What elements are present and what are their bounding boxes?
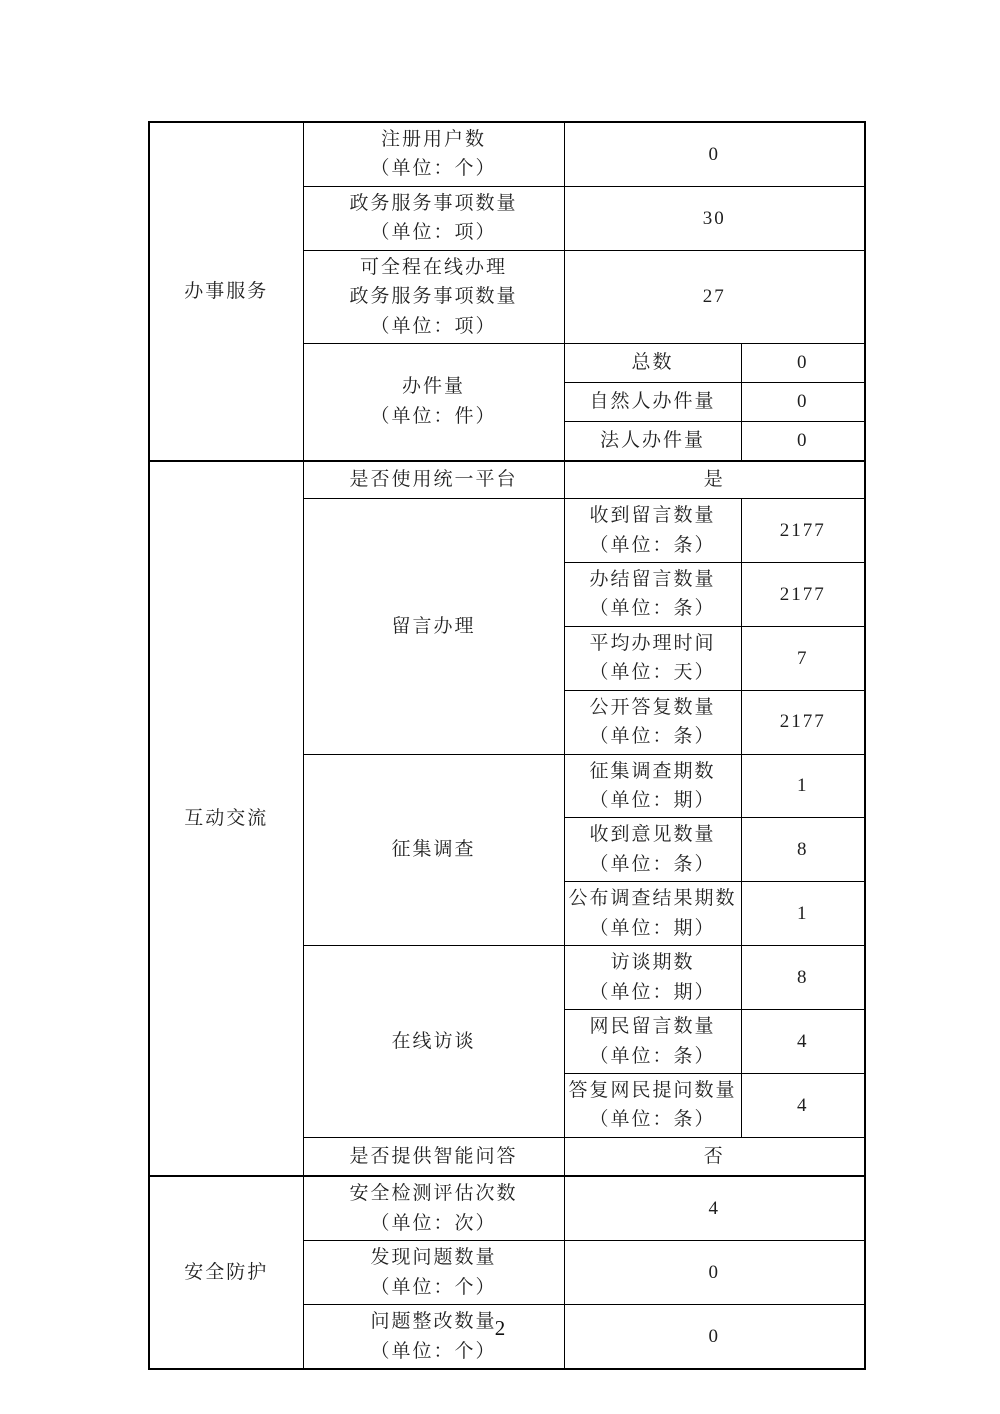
label-unit: （单位：天） <box>589 662 716 684</box>
label-text: 收到留言数量 <box>589 505 716 527</box>
label-unit: （单位：条） <box>589 1109 716 1131</box>
label-unit: （单位：个） <box>370 1276 497 1298</box>
value-security-assessments: 4 <box>564 1176 865 1240</box>
row-label-problems-found <box>303 1241 564 1305</box>
sublabel-public-replies <box>564 690 741 754</box>
value-online-service-items: 27 <box>564 250 865 343</box>
sublabel-natural-person: 自然人办件量 <box>564 383 741 422</box>
label-text: 发现问题数量 <box>370 1247 497 1269</box>
label-unit: （单位：次） <box>370 1212 497 1234</box>
sublabel-average-handling-time <box>564 626 741 690</box>
value-netizen-messages: 4 <box>741 1010 865 1074</box>
label-text: 征集调查期数 <box>589 760 716 782</box>
label-unit: （单位：项） <box>370 222 497 244</box>
row-label-smart-qa: 是否提供智能问答 <box>303 1137 564 1176</box>
label-unit: （单位：个） <box>370 158 497 180</box>
label-text: 平均办理时间 <box>589 632 716 654</box>
category-service: 办事服务 <box>149 122 303 461</box>
value-service-items: 30 <box>564 186 865 250</box>
row-label-case-volume <box>303 344 564 461</box>
value-natural-person: 0 <box>741 383 865 422</box>
sublabel-interview-periods <box>564 946 741 1010</box>
sublabel-netizen-questions-answered <box>564 1073 741 1137</box>
label-unit: （单位：项） <box>370 315 497 337</box>
sublabel-survey-results-published <box>564 882 741 946</box>
value-interview-periods: 8 <box>741 946 865 1010</box>
label-text: 答复网民提问数量 <box>568 1079 737 1101</box>
label-text: 网民留言数量 <box>589 1016 716 1038</box>
group-label-message-handling: 留言办理 <box>303 499 564 755</box>
row-label-online-service-items <box>303 250 564 343</box>
label-unit: （单位：条） <box>589 1045 716 1067</box>
label-unit: （单位：期） <box>589 790 716 811</box>
value-smart-qa: 否 <box>564 1137 865 1176</box>
sublabel-netizen-messages <box>564 1010 741 1074</box>
label-text-2: 政务服务事项数量 <box>349 286 518 308</box>
label-text: 办件量 <box>401 376 465 398</box>
label-unit: （单位：件） <box>370 405 497 427</box>
label-text: 收到意见数量 <box>589 824 716 846</box>
sublabel-legal-person: 法人办件量 <box>564 422 741 461</box>
group-label-online-interview: 在线访谈 <box>303 946 564 1138</box>
label-text: 公开答复数量 <box>589 696 716 718</box>
label-text: 政务服务事项数量 <box>349 192 518 214</box>
value-problems-rectified: 0 <box>564 1305 865 1369</box>
label-text: 问题整改数量 <box>370 1311 497 1333</box>
value-problems-found: 0 <box>564 1241 865 1305</box>
label-unit: （单位：条） <box>589 598 716 620</box>
label-unit: （单位：期） <box>589 981 716 1003</box>
row-label-service-items <box>303 186 564 250</box>
label-text: 可全程在线办理 <box>359 256 507 278</box>
sublabel-messages-received <box>564 499 741 563</box>
value-average-handling-time: 7 <box>741 626 865 690</box>
value-netizen-questions-answered: 4 <box>741 1073 865 1137</box>
label-unit: （单位：条） <box>589 726 716 748</box>
page-number: 2 <box>494 1316 506 1340</box>
label-unit: （单位：期） <box>589 917 716 939</box>
category-interaction: 互动交流 <box>149 461 303 1177</box>
group-label-survey: 征集调查 <box>303 754 564 946</box>
value-messages-received: 2177 <box>741 499 865 563</box>
row-label-security-assessments <box>303 1176 564 1240</box>
value-public-replies: 2177 <box>741 690 865 754</box>
row-label-unified-platform: 是否使用统一平台 <box>303 461 564 499</box>
report-table <box>148 121 866 1370</box>
value-opinions-received: 8 <box>741 818 865 882</box>
sublabel-survey-periods <box>564 754 741 818</box>
value-messages-completed: 2177 <box>741 562 865 626</box>
label-unit: （单位：条） <box>589 534 716 556</box>
label-text: 安全检测评估次数 <box>349 1183 518 1205</box>
sublabel-total: 总数 <box>564 344 741 383</box>
label-unit: （单位：个） <box>370 1340 497 1362</box>
value-unified-platform: 是 <box>564 461 865 499</box>
label-text: 公布调查结果期数 <box>568 888 737 910</box>
value-survey-results-published: 1 <box>741 882 865 946</box>
row-label-registered-users <box>303 122 564 186</box>
value-registered-users: 0 <box>564 122 865 186</box>
label-unit: （单位：条） <box>589 853 716 875</box>
label-text: 注册用户数 <box>380 129 486 150</box>
label-text: 访谈期数 <box>610 952 695 974</box>
value-legal-person: 0 <box>741 422 865 461</box>
value-survey-periods: 1 <box>741 754 865 818</box>
category-security: 安全防护 <box>149 1176 303 1369</box>
value-total: 0 <box>741 344 865 383</box>
sublabel-messages-completed <box>564 562 741 626</box>
label-text: 办结留言数量 <box>589 568 716 590</box>
sublabel-opinions-received <box>564 818 741 882</box>
